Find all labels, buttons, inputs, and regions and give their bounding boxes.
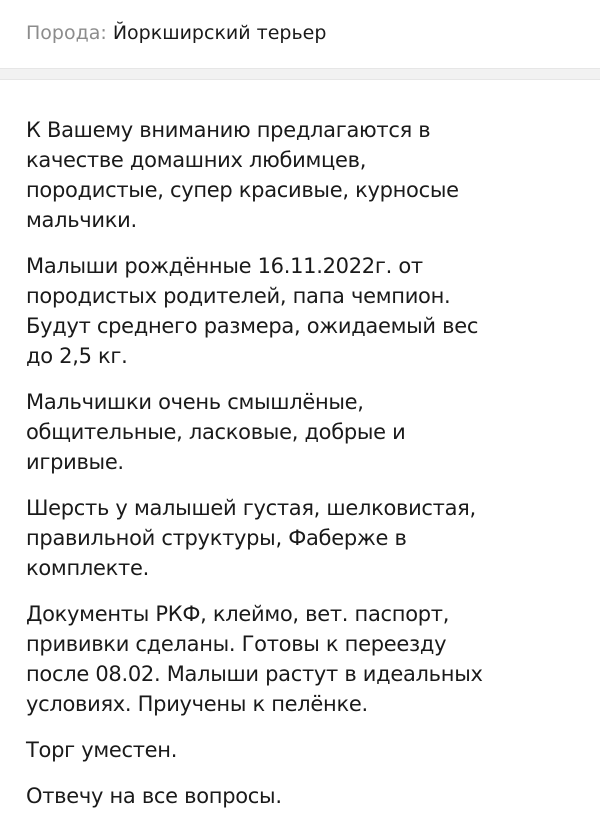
description-paragraph: Торг уместен. xyxy=(26,738,178,762)
breed-value: Йоркширский терьер xyxy=(112,22,327,44)
description-text xyxy=(26,115,586,827)
description-paragraph: К Вашему вниманию предлагаются в качестве домашних любимцев, породистые, супер красивые, курносые мальчики. xyxy=(26,118,459,232)
description-paragraph: Отвечу на все вопросы. xyxy=(26,784,282,808)
description-paragraph: Шерсть у малышей густая, шелковистая, правильной структуры, Фаберже в комплекте. xyxy=(26,496,476,580)
description-paragraph: Малыши рождённые 16.11.2022г. от породистых родителей, папа чемпион. Будут среднего размера, ожидаемый вес до 2,5 кг. xyxy=(26,254,479,368)
description-paragraph: Документы РКФ, клеймо, вет. паспорт, прививки сделаны. Готовы к переезду после 08.02. Малыши растут в идеальных условиях. Приучены к пелёнке. xyxy=(26,602,483,716)
breed-row xyxy=(0,0,600,68)
breed-label: Порода: xyxy=(26,22,107,44)
description-paragraph: Мальчишки очень смышлёные, общительные, ласковые, добрые и игривые. xyxy=(26,390,406,474)
section-divider xyxy=(0,68,600,80)
